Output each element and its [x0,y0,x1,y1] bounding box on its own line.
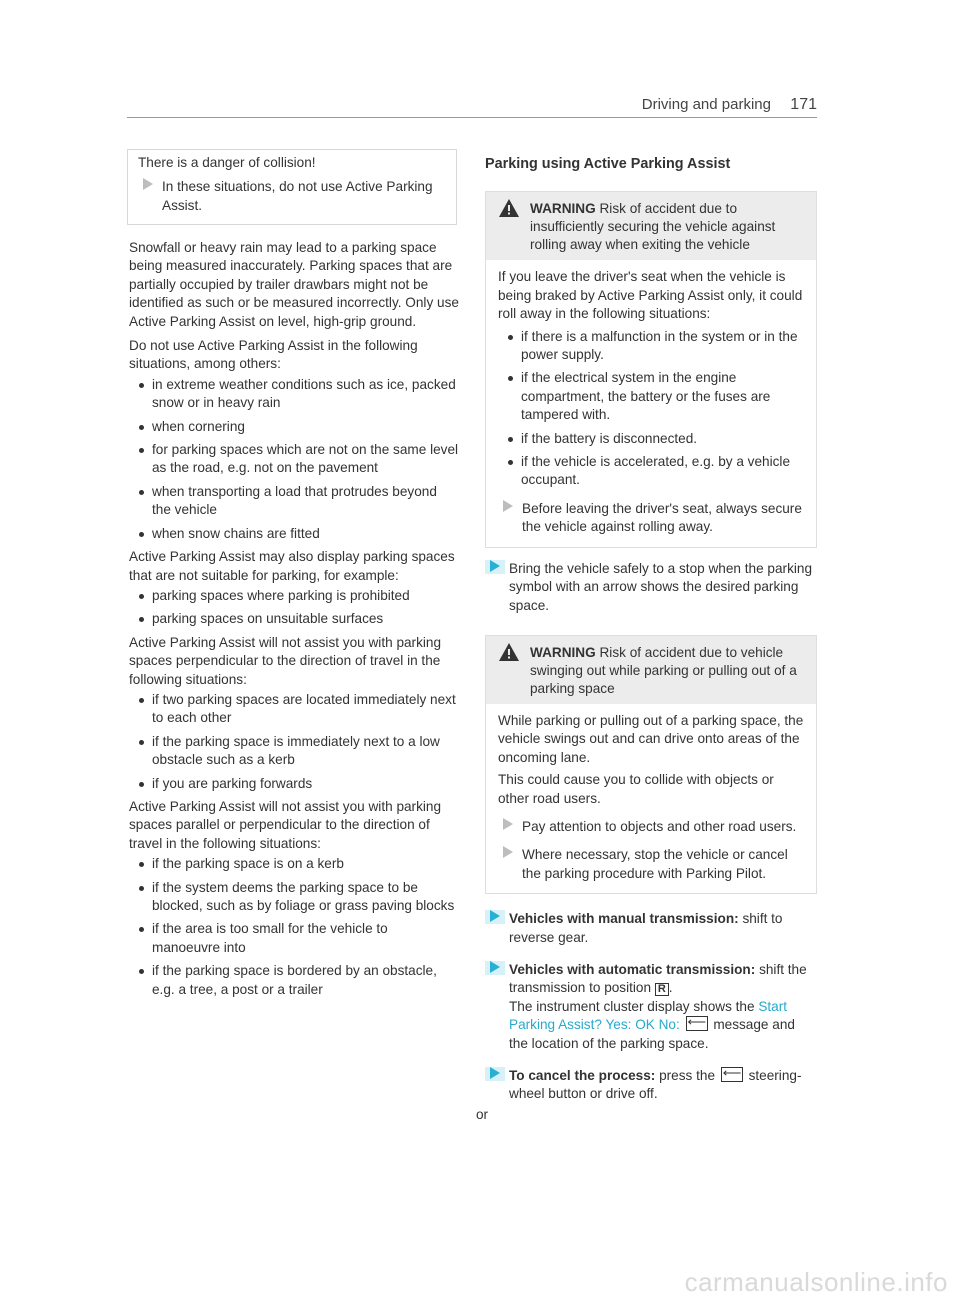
list-item: if two parking spaces are located immediately next to each other [129,691,459,728]
parallel-list [129,855,459,999]
page-number: 171 [790,96,817,113]
instruction-step: Vehicles with manual transmission: shift to reverse gear. [485,910,817,947]
warning-step: Where necessary, stop the vehicle or cancel the parking procedure with Parking Pilot. [498,846,804,883]
back-button-icon [686,1016,708,1031]
warning-header [486,636,816,704]
list-item: if the parking space is immediately next to a low obstacle such as a kerb [129,733,459,770]
paragraph: Do not use Active Parking Assist in the following situations, among others: [129,338,418,372]
situations-list [129,376,459,543]
list-item: if the area is too small for the vehicle to manoeuvre into [129,920,459,957]
arrow-right-icon [490,1067,500,1079]
instruction-step: To cancel the process: press the ⟵ steering-wheel button or drive off. [485,1067,817,1104]
perpendicular-list [129,691,459,793]
arrow-right-icon [503,846,513,858]
caution-step: In these situations, do not use Active Parking Assist. [138,178,446,215]
paragraph: Snowfall or heavy rain may lead to a parking space being measured inaccurately. Parking spaces that are partially occupied by trailer drawbars might not be identified as such or be measured incorrectly. Only use Active Parking Assist on level, high-grip ground. [129,240,459,329]
warning-triangle-icon [498,198,520,218]
paragraph: Active Parking Assist will not assist you with parking spaces perpendicular to the direction of travel in the following situations: [129,634,442,687]
warning-label: WARNING [530,201,596,217]
list-item: if the system deems the parking space to be blocked, such as by foliage or grass paving blocks [129,879,459,916]
caution-text: There is a danger of collision! [138,155,316,170]
right-column [476,155,817,1124]
list-item: if the vehicle is accelerated, e.g. by a vehicle occupant. [498,453,804,490]
back-button-icon [721,1067,743,1082]
list-item: if there is a malfunction in the system or in the power supply. [498,328,804,365]
arrow-right-icon [503,818,513,830]
warning-list [498,328,804,490]
warning-body: While parking or pulling out of a parking space, the vehicle swings out and can drive onto areas of the oncoming lane. This could cause you to collide with objects or other road users. Pay attention to objects and other road users. Where necessary, stop the vehicle or cancel the parking procedure with Parking Pilot. [486,704,816,893]
list-item: when cornering [129,418,459,436]
list-item: parking spaces where parking is prohibited [129,587,459,605]
arrow-right-icon [490,560,500,572]
or-text: or [476,1106,489,1122]
paragraph: Active Parking Assist will not assist you with parking spaces parallel or perpendicular to the direction of travel in the following situations: [129,798,442,851]
paragraph: Active Parking Assist may also display parking spaces that are not suitable for parking, for example: [129,549,455,583]
warning-box [485,635,817,894]
warning-step: Pay attention to objects and other road users. [498,818,804,836]
warning-box [485,191,817,547]
warning-title: Risk of accident due to vehicle swinging out while parking or pulling out of a parking space [530,644,797,696]
list-item: if the parking space is bordered by an obstacle, e.g. a tree, a post or a trailer [129,962,459,999]
list-item: if the electrical system in the engine compartment, the battery or the fuses are tampered with. [498,369,804,424]
caution-box [127,149,457,225]
warning-step: Before leaving the driver's seat, always secure the vehicle against rolling away. [498,500,804,537]
warning-triangle-icon [498,642,520,662]
warning-label: WARNING [530,644,596,660]
list-item: if you are parking forwards [129,775,459,793]
page-header [127,96,817,116]
section-title: Driving and parking [641,96,771,113]
unsuitable-list [129,587,459,629]
arrow-right-icon [143,178,153,190]
instruction-step: Bring the vehicle safely to a stop when the parking symbol with an arrow shows the desired parking space. [485,560,817,615]
gear-r-icon: R [655,983,669,996]
instruction-step: Vehicles with automatic transmission: shift the transmission to position R . The instrument cluster display shows the Start Parking Assist? Yes: OK No: ⟵ message and the location of the parking space. [485,961,817,1053]
arrow-right-icon [503,500,513,512]
arrow-right-icon [490,910,500,922]
list-item: when snow chains are fitted [129,525,459,543]
warning-title: Risk of accident due to insufficiently securing the vehicle against rolling away when exiting the vehicle [530,201,776,253]
list-item: when transporting a load that protrudes beyond the vehicle [129,483,459,520]
list-item: if the parking space is on a kerb [129,855,459,873]
list-item: in extreme weather conditions such as ice, packed snow or in heavy rain [129,376,459,413]
warning-body: If you leave the driver's seat when the vehicle is being braked by Active Parking Assist only, it could roll away in the following situations: if there is a malfunction in the system or in the power supply. if the electrical system in the engine compartment, the battery or the fuses are tampered with. if the battery is disconnected. if the vehicle is accelerated, e.g. by a vehicle occupant. Before leaving the driver's seat, always secure the vehicle against rolling away. [486,260,816,546]
list-item: parking spaces on unsuitable surfaces [129,610,459,628]
section-heading: Parking using Active Parking Assist [485,156,731,172]
display-message: Start Parking Assist? Yes: OK No: [509,998,788,1033]
arrow-right-icon [490,961,500,973]
header-rule [127,117,817,118]
warning-header [486,192,816,260]
list-item: for parking spaces which are not on the same level as the road, e.g. not on the pavement [129,441,459,478]
list-item: if the battery is disconnected. [498,430,804,448]
watermark: carmanualsonline.info [684,1267,948,1297]
